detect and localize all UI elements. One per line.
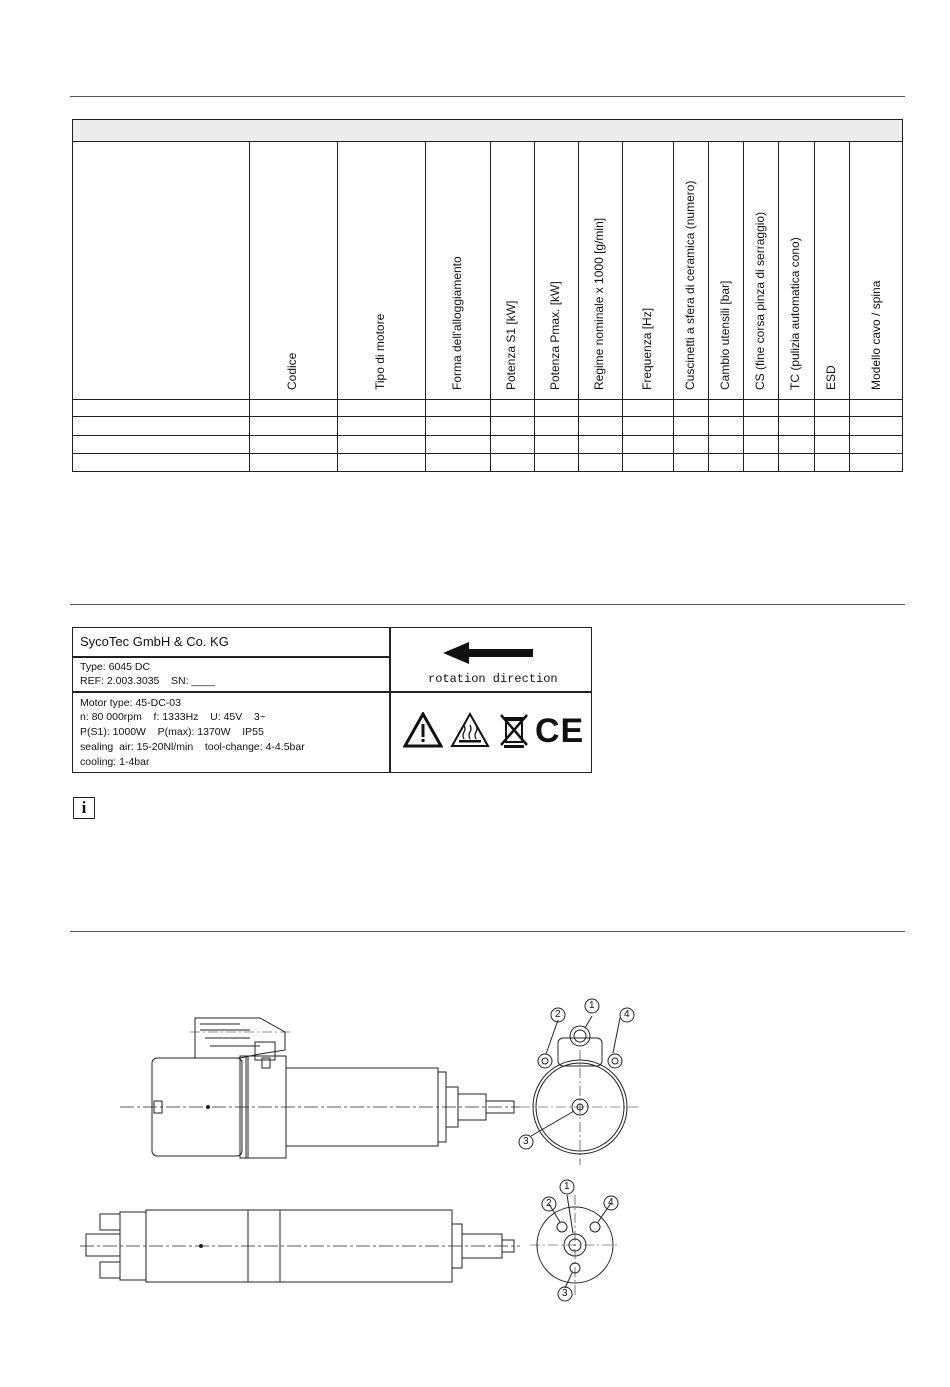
column-divider bbox=[849, 142, 850, 471]
section-rule-3 bbox=[70, 931, 905, 932]
type-line: Type: 6045 DC bbox=[80, 661, 151, 673]
warning-triangle-icon bbox=[403, 712, 443, 748]
callout-3-top: 3 bbox=[523, 1136, 529, 1147]
callout-2-top: 2 bbox=[555, 1009, 561, 1020]
column-divider bbox=[673, 142, 674, 471]
column-header: Regime nominale x 1000 [g/min] bbox=[592, 217, 606, 390]
column-header: Tipo di motore bbox=[373, 313, 387, 390]
column-header: Frequenza [Hz] bbox=[639, 307, 654, 390]
column-header: Potenza Pmax. [kW] bbox=[548, 281, 562, 390]
column-header: TC (pulizia automatica cono) bbox=[788, 237, 802, 390]
spindle-drawing bbox=[0, 990, 950, 1310]
sealing-line: sealing air: 15-20Nl/min tool-change: 4-4.5bar bbox=[80, 741, 305, 753]
rotation-direction: rotation direction bbox=[428, 672, 558, 686]
company-name: SycoTec GmbH & Co. KG bbox=[80, 634, 229, 649]
column-header: CS (fine corsa pinza di serraggio) bbox=[752, 211, 767, 390]
table-title-bar bbox=[73, 120, 902, 142]
column-divider bbox=[534, 142, 535, 471]
power-line: P(S1): 1000W P(max): 1370W IP55 bbox=[80, 726, 264, 738]
section-rule-2 bbox=[70, 604, 905, 605]
column-divider bbox=[708, 142, 709, 471]
column-divider bbox=[814, 142, 815, 471]
column-divider bbox=[490, 142, 491, 471]
hot-surface-icon bbox=[450, 712, 490, 748]
ce-mark: CE bbox=[535, 712, 585, 750]
column-divider bbox=[249, 142, 250, 471]
column-divider bbox=[622, 142, 623, 471]
column-divider bbox=[743, 142, 744, 471]
section-rule-1 bbox=[70, 96, 905, 97]
column-header: Cambio utensili [bar] bbox=[717, 280, 732, 390]
weee-bin-icon bbox=[499, 713, 529, 749]
callout-2-bottom: 2 bbox=[546, 1198, 552, 1209]
column-divider bbox=[778, 142, 779, 471]
column-header: Codice bbox=[285, 352, 299, 390]
column-divider bbox=[337, 142, 338, 471]
motor-type: Motor type: 45-DC-03 bbox=[80, 697, 181, 709]
cooling-line: cooling: 1-4bar bbox=[80, 756, 150, 768]
column-divider bbox=[425, 142, 426, 471]
callout-1-top: 1 bbox=[589, 1000, 595, 1011]
callout-1-bottom: 1 bbox=[564, 1181, 570, 1192]
speed-line: n: 80 000rpm f: 1333Hz U: 45V 3~ bbox=[80, 711, 266, 723]
arrow-left-icon bbox=[443, 640, 543, 666]
column-header: Forma dell'alloggiamento bbox=[449, 256, 464, 390]
callout-4-bottom: 4 bbox=[608, 1197, 614, 1208]
callout-4-top: 4 bbox=[624, 1009, 630, 1020]
column-header: Modello cavo / spina bbox=[868, 280, 883, 390]
ref-line: REF: 2.003.3035 SN: ____ bbox=[80, 675, 215, 687]
spec-table bbox=[72, 119, 903, 472]
info-icon: i bbox=[73, 797, 95, 819]
nameplate bbox=[72, 627, 592, 773]
column-header: Potenza S1 [kW] bbox=[504, 300, 518, 390]
column-header: Cuscinetti a sfera di ceramica (numero) bbox=[682, 180, 697, 390]
column-header: ESD bbox=[823, 365, 838, 390]
column-divider bbox=[578, 142, 579, 471]
callout-3-bottom: 3 bbox=[562, 1288, 568, 1299]
